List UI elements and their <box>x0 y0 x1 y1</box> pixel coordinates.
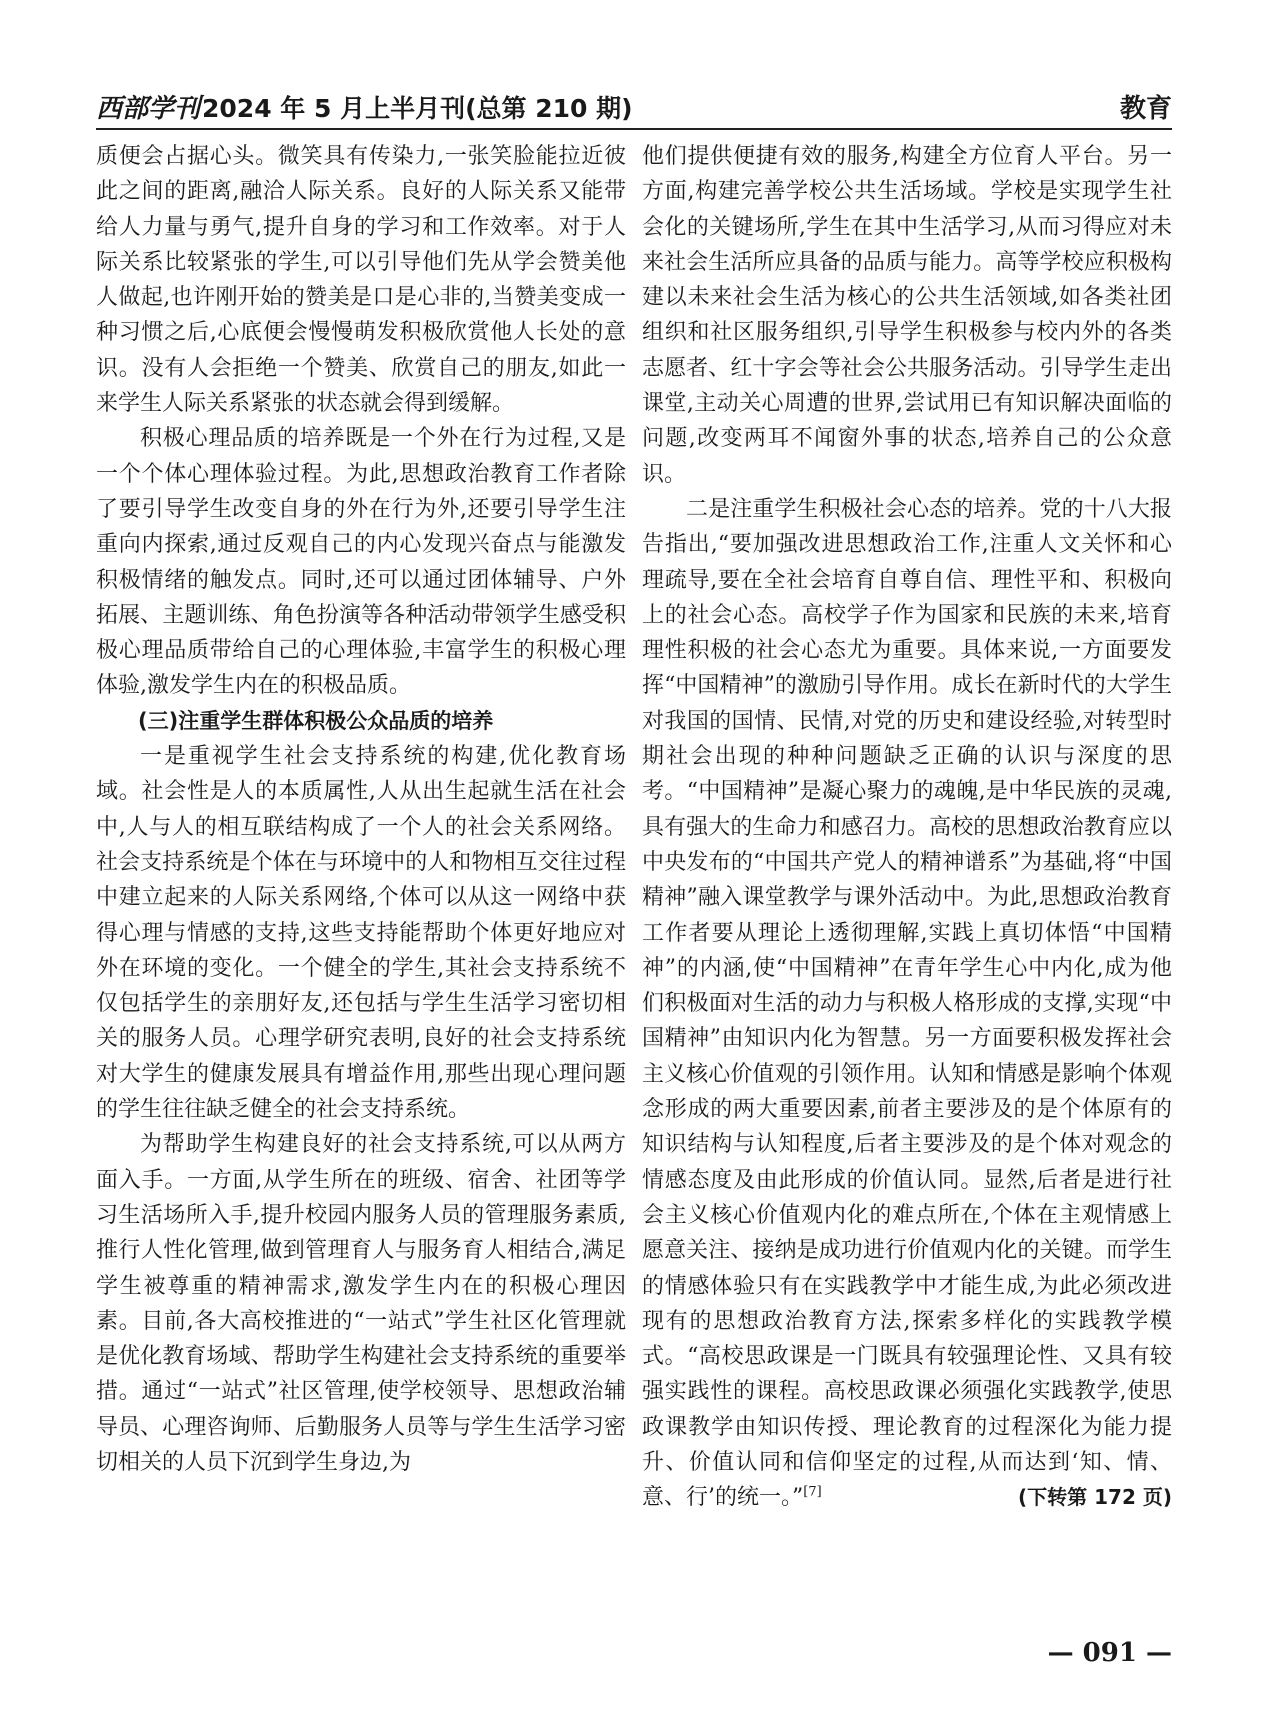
page-number: — 091 — <box>1047 1638 1172 1668</box>
section-label: 教育 <box>1119 94 1172 124</box>
paragraph: 积极心理品质的培养既是一个外在行为过程,又是一个个体心理体验过程。为此,思想政治教育工作者除了要引导学生改变自身的外在行为外,还要引导学生注重向内探索,通过反观自己的内心发现兴奋点与能激发积极情绪的触发点。同时,还可以通过团体辅导、户外拓展、主题训练、角色扮演等各种活动带领学生感受积极心理品质带给自己的心理体验,丰富学生的积极心理体验,激发学生内在的积极品质。 <box>96 426 626 699</box>
issue-info: 2024 年 5 月上半月刊(总第 210 期) <box>202 94 633 123</box>
left-column <box>96 139 626 1480</box>
continued-note: (下转第 172 页) <box>1018 1485 1172 1510</box>
paragraph: 他们提供便捷有效的服务,构建全方位育人平台。另一方面,构建完善学校公共生活场域。学校是实现学生社会化的关键场所,学生在其中生活学习,从而习得应对未来社会生活所应具备的品质与能力。高等学校应积极构建以未来社会生活为核心的公共生活领域,如各类社团组织和社区服务组织,引导学生积极参与校内外的各类志愿者、红十字会等社会公共服务活动。引导学生走出课堂,主动关心周遭的世界,尝试用已有知识解决面临的问题,改变两耳不闻窗外事的状态,培养自己的公众意识。 <box>642 144 1172 487</box>
paragraph: 一是重视学生社会支持系统的构建,优化教育场域。社会性是人的本质属性,人从出生起就生活在社会中,人与人的相互联结构成了一个人的社会关系网络。社会支持系统是个体在与环境中的人和物相互交往过程中建立起来的人际关系网络,个体可以从这一网络中获得心理与情感的支持,这些支持能帮助个体更好地应对外在环境的变化。一个健全的学生,其社会支持系统不仅包括学生的亲朋好友,还包括与学生生活学习密切相关的服务人员。心理学研究表明,良好的社会支持系统对大学生的健康发展具有增益作用,那些出现心理问题的学生往往缺乏健全的社会支持系统。 <box>96 744 626 1123</box>
paragraph <box>642 492 1172 1516</box>
paragraph-text: 二是注重学生积极社会心态的培养。党的十八大报告指出,“要加强改进思想政治工作,注重人文关怀和心理疏导,要在全社会培育自尊自信、理性平和、积极向上的社会心态。高校学子作为国家和民族的未来,培育理性积极的社会心态尤为重要。具体来说,一方面要发挥“中国精神”的激励引导作用。成长在新时代的大学生对我国的国情、民情,对党的历史和建设经验,对转型时期社会出现的种种问题缺乏正确的认识与深度的思考。“中国精神”是凝心聚力的魂魄,是中华民族的灵魂,具有强大的生命力和感召力。高校的思想政治教育应以中央发布的“中国共产党人的精神谱系”为基础,将“中国精神”融入课堂教学与课外活动中。为此,思想政治教育工作者要从理论上透彻理解,实践上真切体悟“中国精神”的内涵,使“中国精神”在青年学生心中内化,成为他们积极面对生活的动力与积极人格形成的支撑,实现“中国精神”由知识内化为智慧。另一方面要积极发挥社会主义核心价值观的引领作用。认知和情感是影响个体观念形成的两大重要因素,前者主要涉及的是个体原有的知识结构与认知程度,后者主要涉及的是个体对观念的情感态度及由此形成的价值认同。显然,后者是进行社会主义核心价值观内化的难点所在,个体在主观情感上愿意关注、接纳是成功进行价值观内化的关键。而学生的情感体验只有在实践教学中才能生成,为此必须改进现有的思想政治教育方法,探索多样化的实践教学模式。“高校思政课是一门既具有较强理论性、又具有较强实践性的课程。高校思政课必须强化实践教学,使思政课教学由知识传授、理论教育的过程深化为能力提升、价值认同和信仰坚定的过程,从而达到‘知、情、意、行’的统一。” <box>642 496 1172 1511</box>
paragraph: 为帮助学生构建良好的社会支持系统,可以从两方面入手。一方面,从学生所在的班级、宿舍、社团等学习生活场所入手,提升校园内服务人员的管理服务素质,推行人性化管理,做到管理育人与服务育人相结合,满足学生被尊重的精神需求,激发学生内在的积极心理因素。目前,各大高校推进的“一站式”学生社区化管理就是优化教育场域、帮助学生构建社会支持系统的重要举措。通过“一站式”社区管理,使学校领导、思想政治辅导员、心理咨询师、后勤服务人员等与学生生活学习密切相关的人员下沉到学生身边,为 <box>96 1132 626 1475</box>
journal-title <box>96 88 633 125</box>
page-header <box>96 84 1172 130</box>
section-heading: (三)注重学生群体积极公众品质的培养 <box>138 708 494 733</box>
paragraph: 质便会占据心头。微笑具有传染力,一张笑脸能拉近彼此之间的距离,融洽人际关系。良好的人际关系又能带给人力量与勇气,提升自身的学习和工作效率。对于人际关系比较紧张的学生,可以引导他们先从学会赞美他人做起,也许刚开始的赞美是口是心非的,当赞美变成一种习惯之后,心底便会慢慢萌发积极欣赏他人长处的意识。没有人会拒绝一个赞美、欣赏自己的朋友,如此一来学生人际关系紧张的状态就会得到缓解。 <box>96 144 626 417</box>
journal-logo: 西部学刊 <box>96 94 201 124</box>
citation: [7] <box>803 1484 822 1500</box>
right-column <box>642 139 1172 1516</box>
